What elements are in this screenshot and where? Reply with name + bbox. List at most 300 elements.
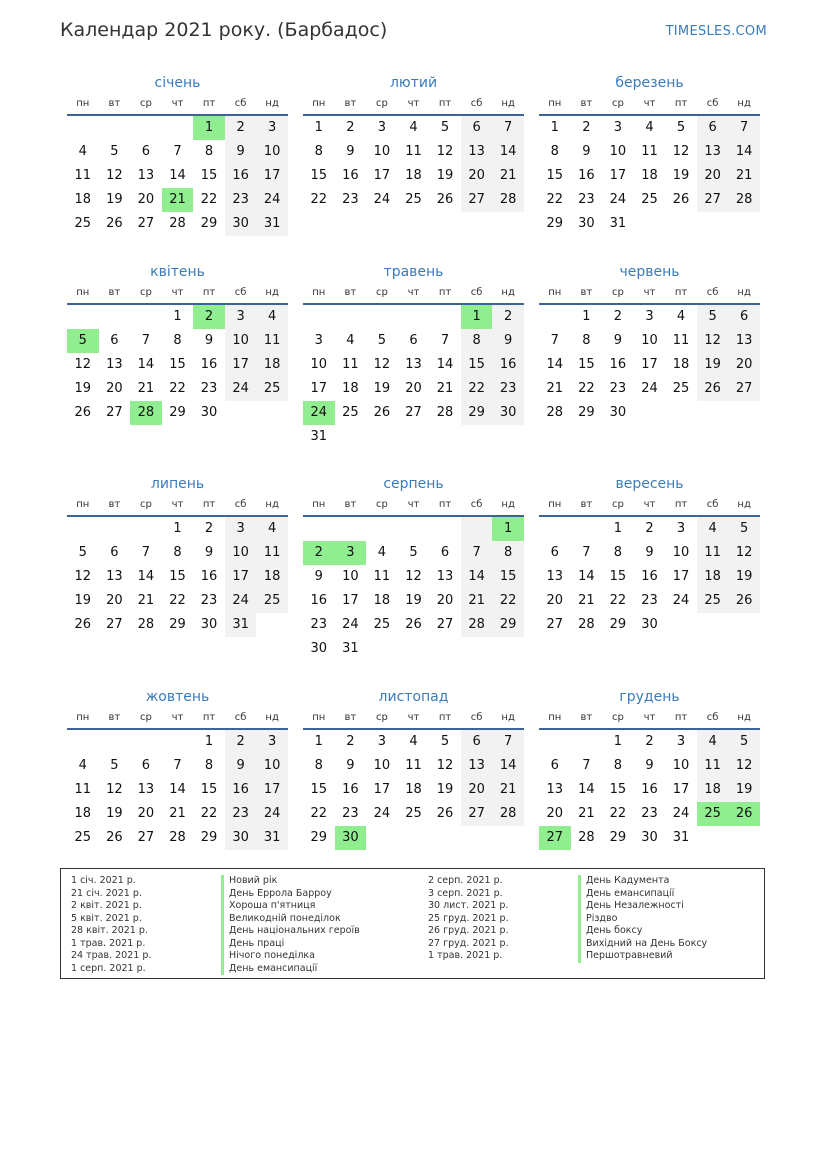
day-cell: 2 (204, 521, 214, 536)
weekday-label: чт (407, 287, 420, 298)
day-cell: 26 (106, 216, 123, 231)
weekday-label: вт (108, 98, 121, 109)
day-cell: 1 (613, 521, 623, 536)
legend-item (71, 950, 315, 963)
weekday-label: чт (407, 712, 420, 723)
empty-cell (99, 730, 131, 754)
month-11 (303, 687, 524, 850)
day-cell: 17 (256, 164, 288, 188)
day-cell: 12 (405, 569, 422, 584)
day-cell: 16 (641, 782, 658, 797)
empty-cell (539, 305, 571, 329)
day-cell: 11 (641, 144, 658, 159)
day-cell: 4 (78, 758, 87, 773)
empty-cell (728, 212, 760, 236)
weekday-label: сб (234, 98, 247, 109)
day-cell: 10 (672, 758, 690, 773)
weekday-label: чт (407, 499, 420, 510)
day-cell: 6 (110, 333, 119, 348)
weekday-label: ср (139, 287, 152, 298)
empty-cell (398, 305, 430, 329)
empty-cell (99, 116, 131, 140)
day-cell: 15 (492, 565, 524, 589)
empty-cell (67, 730, 99, 754)
weekday-label: сб (234, 287, 247, 298)
day-cell: 4 (377, 545, 387, 560)
legend-holiday-name: Різдво (578, 913, 617, 926)
empty-cell (67, 305, 99, 329)
day-cell: 20 (137, 806, 155, 821)
weekday-label: ср (139, 712, 152, 723)
weekday-label: пт (674, 287, 688, 298)
day-cell: 15 (461, 353, 493, 377)
weekday-header (67, 708, 288, 730)
weekday-header (303, 495, 524, 517)
day-cell: 10 (609, 144, 627, 159)
empty-cell (99, 517, 131, 541)
day-cell: 29 (169, 405, 186, 420)
day-cell: 8 (613, 545, 623, 560)
day-cell: 9 (225, 754, 257, 778)
day-cell: 18 (373, 593, 391, 608)
weekday-label: вт (108, 499, 121, 510)
day-cell: 18 (256, 353, 288, 377)
day-cell: 14 (728, 140, 760, 164)
weekday-label: ср (139, 98, 152, 109)
weekday-label: сб (706, 712, 719, 723)
weekday-label: пн (76, 712, 90, 723)
day-cell: 18 (405, 782, 422, 797)
weekday-label: вт (580, 98, 593, 109)
weekday-label: сб (470, 98, 483, 109)
day-cell: 5 (697, 305, 729, 329)
day-cell: 9 (225, 140, 257, 164)
day-grid (539, 730, 760, 850)
day-cell: 20 (436, 593, 454, 608)
empty-cell (429, 425, 461, 449)
day-cell: 31 (256, 826, 288, 850)
holiday-day-cell: 28 (130, 401, 162, 425)
day-cell: 4 (256, 517, 288, 541)
weekday-label: чт (171, 98, 184, 109)
weekday-label: пн (312, 98, 326, 109)
day-cell: 15 (169, 357, 186, 372)
weekday-label: пн (312, 499, 326, 510)
day-cell: 18 (342, 381, 359, 396)
weekday-label: вт (344, 499, 357, 510)
legend-date: 1 трав. 2021 р. (71, 937, 146, 949)
month-6 (539, 262, 760, 425)
day-cell: 20 (106, 381, 123, 396)
weekday-label: нд (265, 712, 279, 723)
weekday-label: чт (171, 287, 184, 298)
day-cell: 3 (645, 309, 654, 324)
day-cell: 30 (492, 401, 524, 425)
day-cell: 3 (377, 734, 387, 749)
day-cell: 23 (200, 381, 218, 396)
day-cell: 2 (225, 116, 257, 140)
day-cell: 11 (342, 357, 359, 372)
weekday-label: чт (407, 98, 420, 109)
month-4 (67, 262, 288, 425)
day-cell: 13 (137, 168, 155, 183)
day-cell: 2 (645, 521, 654, 536)
day-cell: 29 (310, 830, 328, 845)
holiday-day-cell: 5 (67, 329, 99, 353)
weekday-label: сб (706, 98, 719, 109)
day-cell: 1 (613, 734, 623, 749)
weekday-label: нд (265, 98, 279, 109)
day-grid (303, 730, 524, 850)
day-cell: 5 (409, 545, 418, 560)
day-cell: 7 (141, 333, 151, 348)
day-cell: 14 (578, 569, 595, 584)
day-cell: 5 (377, 333, 387, 348)
day-cell: 9 (314, 569, 323, 584)
weekday-header (303, 94, 524, 116)
day-cell: 4 (676, 309, 686, 324)
legend-holiday-name: День боксу (578, 925, 642, 938)
site-link[interactable]: TIMESLES.COM (665, 24, 767, 39)
day-cell: 27 (106, 405, 123, 420)
day-cell: 19 (74, 381, 92, 396)
day-cell: 1 (314, 120, 323, 135)
day-cell: 12 (74, 569, 92, 584)
day-cell: 19 (728, 778, 760, 802)
month-name: січень (154, 75, 201, 91)
day-cell: 9 (204, 545, 214, 560)
day-cell: 25 (697, 589, 729, 613)
weekday-label: ср (611, 98, 624, 109)
day-cell: 10 (641, 333, 658, 348)
day-cell: 29 (492, 613, 524, 637)
empty-cell (398, 826, 430, 850)
day-cell: 22 (461, 377, 493, 401)
day-cell: 24 (225, 377, 257, 401)
day-cell: 22 (492, 589, 524, 613)
day-cell: 29 (461, 401, 493, 425)
day-cell: 20 (405, 381, 422, 396)
day-cell: 25 (74, 830, 92, 845)
weekday-label: сб (706, 287, 719, 298)
day-cell: 24 (225, 589, 257, 613)
weekday-label: вт (580, 712, 593, 723)
day-cell: 25 (405, 192, 422, 207)
weekday-label: пн (548, 712, 562, 723)
legend-item (428, 950, 673, 963)
weekday-label: чт (643, 287, 656, 298)
day-cell: 7 (173, 758, 182, 773)
day-cell: 13 (461, 754, 493, 778)
weekday-label: сб (470, 287, 483, 298)
weekday-label: сб (470, 499, 483, 510)
empty-cell (256, 613, 288, 637)
day-cell: 24 (373, 806, 391, 821)
day-cell: 9 (204, 333, 214, 348)
weekday-label: чт (643, 98, 656, 109)
month-name: листопад (378, 689, 449, 705)
day-cell: 2 (613, 309, 623, 324)
day-cell: 14 (492, 754, 524, 778)
weekday-header (67, 495, 288, 517)
day-cell: 22 (609, 593, 627, 608)
day-cell: 31 (672, 830, 690, 845)
day-cell: 9 (613, 333, 623, 348)
weekday-label: вт (344, 287, 357, 298)
day-cell: 20 (461, 164, 493, 188)
legend-holiday-name: День Кадумента (578, 875, 669, 888)
day-cell: 4 (645, 120, 654, 135)
day-cell: 30 (609, 405, 627, 420)
day-cell: 19 (74, 593, 92, 608)
weekday-label: ср (611, 287, 624, 298)
legend-holiday-name: День праці (221, 938, 284, 951)
empty-cell (67, 517, 99, 541)
day-cell: 15 (310, 168, 328, 183)
day-cell: 13 (697, 140, 729, 164)
day-cell: 26 (672, 192, 690, 207)
month-7 (67, 474, 288, 637)
day-cell: 14 (461, 565, 493, 589)
empty-cell (697, 401, 729, 425)
day-cell: 4 (78, 144, 87, 159)
day-cell: 3 (314, 333, 323, 348)
holiday-day-cell: 26 (728, 802, 760, 826)
day-cell: 27 (405, 405, 422, 420)
legend-column-right (428, 875, 708, 963)
day-cell: 29 (546, 216, 564, 231)
day-cell: 3 (676, 734, 686, 749)
legend-date: 3 серп. 2021 р. (428, 887, 503, 899)
weekday-label: чт (171, 499, 184, 510)
day-cell: 18 (697, 565, 729, 589)
day-cell: 22 (169, 381, 186, 396)
day-cell: 25 (641, 192, 658, 207)
day-cell: 6 (141, 144, 151, 159)
day-cell: 19 (106, 192, 123, 207)
day-cell: 5 (440, 120, 450, 135)
empty-cell (366, 826, 398, 850)
weekday-label: пт (438, 287, 452, 298)
day-cell: 5 (110, 144, 119, 159)
day-cell: 7 (492, 116, 524, 140)
day-cell: 18 (641, 168, 658, 183)
weekday-label: пт (202, 287, 216, 298)
day-cell: 9 (582, 144, 591, 159)
day-cell: 4 (697, 517, 729, 541)
day-cell: 20 (137, 192, 155, 207)
weekday-header (539, 495, 760, 517)
day-cell: 30 (200, 617, 218, 632)
empty-cell (398, 637, 430, 661)
weekday-header (539, 94, 760, 116)
day-cell: 8 (173, 333, 182, 348)
weekday-label: пт (438, 98, 452, 109)
day-cell: 15 (609, 569, 627, 584)
day-cell: 9 (492, 329, 524, 353)
day-cell: 26 (697, 377, 729, 401)
day-cell: 22 (310, 192, 328, 207)
weekday-header (539, 708, 760, 730)
day-cell: 20 (728, 353, 760, 377)
empty-cell (162, 730, 194, 754)
day-cell: 29 (609, 617, 627, 632)
day-grid (303, 305, 524, 449)
day-cell: 3 (256, 116, 288, 140)
day-cell: 29 (169, 617, 186, 632)
day-cell: 24 (342, 617, 359, 632)
weekday-label: нд (501, 98, 515, 109)
legend-item (71, 937, 285, 951)
empty-cell (162, 116, 194, 140)
day-cell: 28 (436, 405, 454, 420)
weekday-label: сб (234, 499, 247, 510)
day-cell: 18 (74, 192, 92, 207)
day-cell: 17 (672, 569, 690, 584)
empty-cell (366, 425, 398, 449)
day-cell: 5 (78, 545, 87, 560)
day-cell: 17 (373, 168, 391, 183)
empty-cell (697, 826, 729, 850)
day-cell: 4 (346, 333, 355, 348)
day-cell: 11 (256, 541, 288, 565)
day-cell: 26 (106, 830, 123, 845)
day-cell: 21 (169, 806, 186, 821)
weekday-label: чт (643, 499, 656, 510)
day-cell: 20 (461, 778, 493, 802)
legend-item (428, 887, 675, 901)
day-cell: 8 (582, 333, 591, 348)
weekday-label: ср (611, 712, 624, 723)
day-cell: 17 (225, 353, 257, 377)
month-2 (303, 73, 524, 212)
empty-cell (571, 517, 603, 541)
weekday-header (67, 94, 288, 116)
day-cell: 9 (346, 144, 355, 159)
day-cell: 7 (440, 333, 450, 348)
month-12 (539, 687, 760, 850)
day-cell: 1 (582, 309, 591, 324)
page-title: Календар 2021 року. (Барбадос) (60, 19, 388, 41)
legend-holiday-name: Хороша п'ятниця (221, 900, 315, 913)
day-cell: 7 (173, 144, 182, 159)
day-cell: 5 (110, 758, 119, 773)
day-cell: 19 (405, 593, 422, 608)
day-cell: 10 (225, 329, 257, 353)
weekday-label: вт (108, 712, 121, 723)
day-cell: 13 (106, 357, 123, 372)
day-cell: 27 (461, 188, 493, 212)
day-cell: 25 (74, 216, 92, 231)
day-cell: 21 (436, 381, 454, 396)
day-cell: 12 (728, 754, 760, 778)
day-cell: 26 (74, 405, 92, 420)
day-cell: 12 (728, 541, 760, 565)
empty-cell (665, 401, 697, 425)
day-cell: 30 (225, 212, 257, 236)
empty-cell (665, 212, 697, 236)
legend-date: 5 квіт. 2021 р. (71, 912, 142, 924)
day-cell: 8 (173, 545, 182, 560)
empty-cell (130, 730, 162, 754)
day-cell: 12 (697, 329, 729, 353)
day-cell: 23 (492, 377, 524, 401)
legend-column-left (71, 875, 360, 975)
day-cell: 13 (546, 569, 564, 584)
day-cell: 5 (676, 120, 686, 135)
day-cell: 25 (672, 381, 690, 396)
day-cell: 23 (609, 381, 627, 396)
legend-item (71, 900, 316, 913)
holiday-legend (60, 868, 765, 979)
day-cell: 22 (546, 192, 564, 207)
day-cell: 6 (141, 758, 151, 773)
day-cell: 21 (492, 778, 524, 802)
weekday-header (67, 283, 288, 305)
day-cell: 18 (256, 565, 288, 589)
day-cell: 31 (256, 212, 288, 236)
day-cell: 29 (200, 830, 218, 845)
weekday-label: нд (737, 98, 751, 109)
day-cell: 22 (310, 806, 328, 821)
day-cell: 27 (436, 617, 454, 632)
day-cell: 6 (550, 545, 559, 560)
weekday-label: пт (202, 712, 216, 723)
empty-cell (130, 517, 162, 541)
empty-cell (429, 305, 461, 329)
month-name: травень (383, 264, 444, 280)
day-cell: 16 (310, 593, 328, 608)
legend-item (428, 937, 708, 951)
weekday-label: пт (438, 712, 452, 723)
empty-cell (335, 517, 367, 541)
day-cell: 11 (74, 168, 92, 183)
day-cell: 11 (74, 782, 92, 797)
day-cell: 19 (436, 168, 454, 183)
weekday-label: пт (674, 98, 688, 109)
day-cell: 24 (641, 381, 658, 396)
weekday-label: сб (234, 712, 247, 723)
day-cell: 12 (106, 782, 123, 797)
day-cell: 22 (169, 593, 186, 608)
day-cell: 21 (137, 381, 155, 396)
weekday-label: чт (171, 712, 184, 723)
day-cell: 17 (672, 782, 690, 797)
legend-item (428, 900, 684, 913)
day-cell: 18 (405, 168, 422, 183)
day-cell: 22 (200, 806, 218, 821)
day-cell: 17 (641, 357, 658, 372)
legend-date: 1 січ. 2021 р. (71, 875, 136, 886)
day-cell: 1 (173, 521, 182, 536)
empty-cell (429, 517, 461, 541)
day-cell: 28 (492, 802, 524, 826)
day-cell: 23 (225, 802, 257, 826)
day-cell: 27 (106, 617, 123, 632)
day-cell: 11 (405, 144, 422, 159)
day-cell: 22 (200, 192, 218, 207)
weekday-label: нд (501, 287, 515, 298)
empty-cell (492, 826, 524, 850)
empty-cell (492, 425, 524, 449)
legend-date: 24 трав. 2021 р. (71, 950, 152, 961)
empty-cell (539, 517, 571, 541)
legend-holiday-name: Новий рік (221, 875, 277, 888)
day-cell: 28 (578, 830, 595, 845)
day-cell: 6 (440, 545, 450, 560)
day-cell: 7 (461, 541, 493, 565)
legend-date: 26 груд. 2021 р. (428, 925, 509, 936)
